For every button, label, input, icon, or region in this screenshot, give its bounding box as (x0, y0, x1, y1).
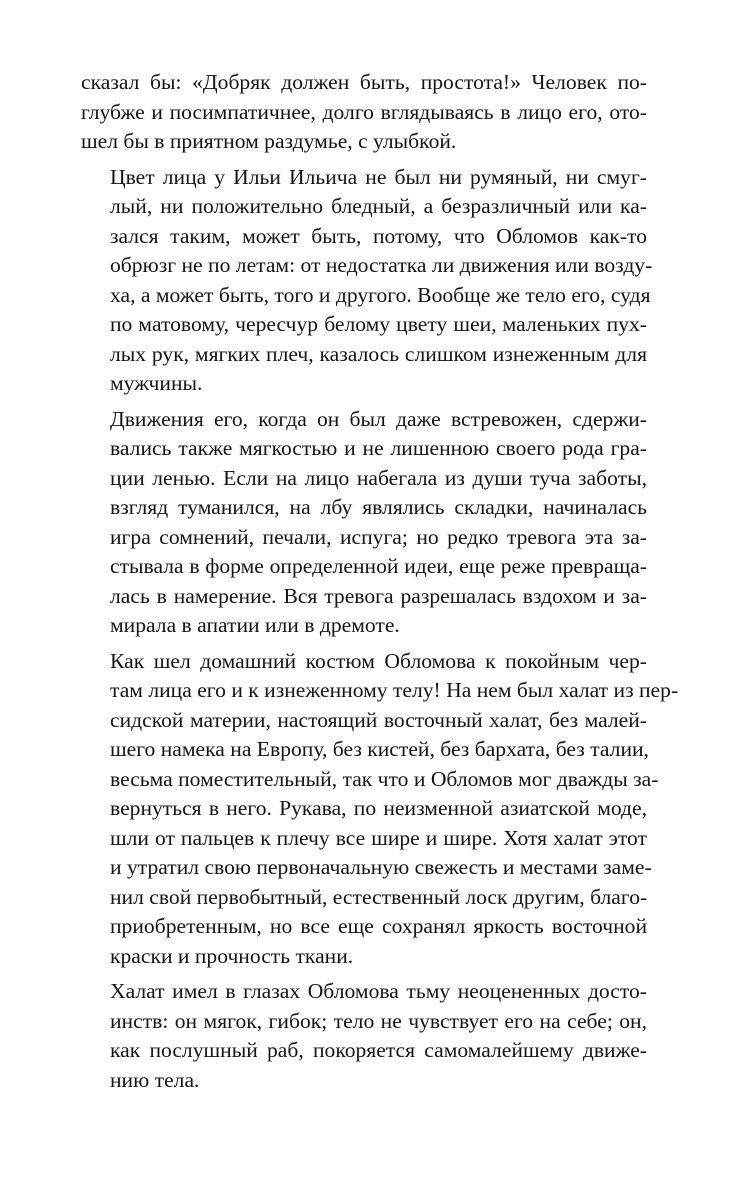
text-line: зался таким, может быть, потому, что Обломов как-то (110, 223, 647, 248)
text-line: мужчины. (110, 371, 203, 395)
text-line: игра сомнений, печали, испуга; но редко тревога эта за- (110, 524, 647, 549)
text-line: краски и прочность ткани. (110, 943, 354, 968)
text-line: шего намека на Европу, без кистей, без бархата, без талии, (110, 737, 649, 761)
text-line: как послушный раб, покоряется самомалейшему движе- (110, 1038, 647, 1062)
paragraph-1 (81, 68, 647, 157)
paragraph-2 (81, 163, 653, 399)
text-line: лых рук, мягких плеч, казалось слишком изнеженным для (110, 341, 647, 366)
text-line: Халат имел в глазах Обломова тьму неоцененных досто- (110, 979, 647, 1003)
text-line: весьма поместительный, так что и Обломов мог дважды за- (110, 766, 659, 791)
text-line: ции ленью. Если на лицо набегала из души туча заботы, (110, 465, 647, 490)
text-line: нию тела. (110, 1067, 200, 1092)
text-line: взгляд туманился, на лбу являлись складки, начиналась (110, 495, 647, 519)
text-line: и утратил свою первоначальную свежесть и местами заме- (110, 855, 652, 879)
text-line: по матовому, чересчур белому цвету шеи, маленьких пух- (110, 312, 647, 336)
text-line: инств: он мягок, гибок; тело не чувствует его на себе; он, (110, 1008, 647, 1033)
text-line: сказал бы: «Добряк должен быть, простота!» Человек по- (81, 70, 647, 94)
text-line: ха, а может быть, того и другого. Вообще же тело его, судя (110, 282, 651, 307)
paragraph-4 (81, 647, 679, 972)
text-line: лый, ни положительно бледный, а безразличный или ка- (110, 194, 647, 218)
paragraph-3 (81, 405, 647, 641)
text-line: обрюзг не по летам: от недостатка ли движения или возду- (110, 253, 653, 277)
text-line: шли от пальцев к плечу все шире и шире. Хотя халат этот (110, 825, 647, 850)
text-line: шел бы в приятном раздумье, с улыбкой. (81, 129, 457, 153)
text-line: там лица его и к изнеженному телу! На нем был халат из пер- (110, 678, 679, 702)
text-line: Как шел домашний костюм Обломова к покойным чер- (110, 648, 647, 673)
text-line: сидской материи, настоящий восточный халат, без малей- (110, 707, 647, 732)
text-line: вались также мягкостью и не лишенною своего рода гра- (110, 436, 647, 460)
text-line: лась в намерение. Вся тревога разрешалась вздохом и за- (110, 583, 647, 608)
body-text (81, 68, 679, 1101)
text-line: глубже и посимпатичнее, долго вглядываясь в лицо его, ото- (81, 99, 647, 124)
text-line: стывала в форме определенной идеи, еще реже превраща- (110, 554, 647, 578)
paragraph-5 (81, 977, 647, 1095)
text-line: вернуться в него. Рукава, по неизменной азиатской моде, (110, 796, 647, 820)
text-line: Движения его, когда он был даже встревожен, сдержи- (110, 406, 647, 431)
text-line: нил свой первобытный, естественный лоск другим, благо- (110, 884, 648, 909)
text-line: Цвет лица у Ильи Ильича не был ни румяный, ни смуг- (110, 164, 647, 189)
text-line: приобретенным, но все еще сохранял яркость восточной (110, 914, 647, 938)
text-line: мирала в апатии или в дремоте. (110, 613, 400, 637)
